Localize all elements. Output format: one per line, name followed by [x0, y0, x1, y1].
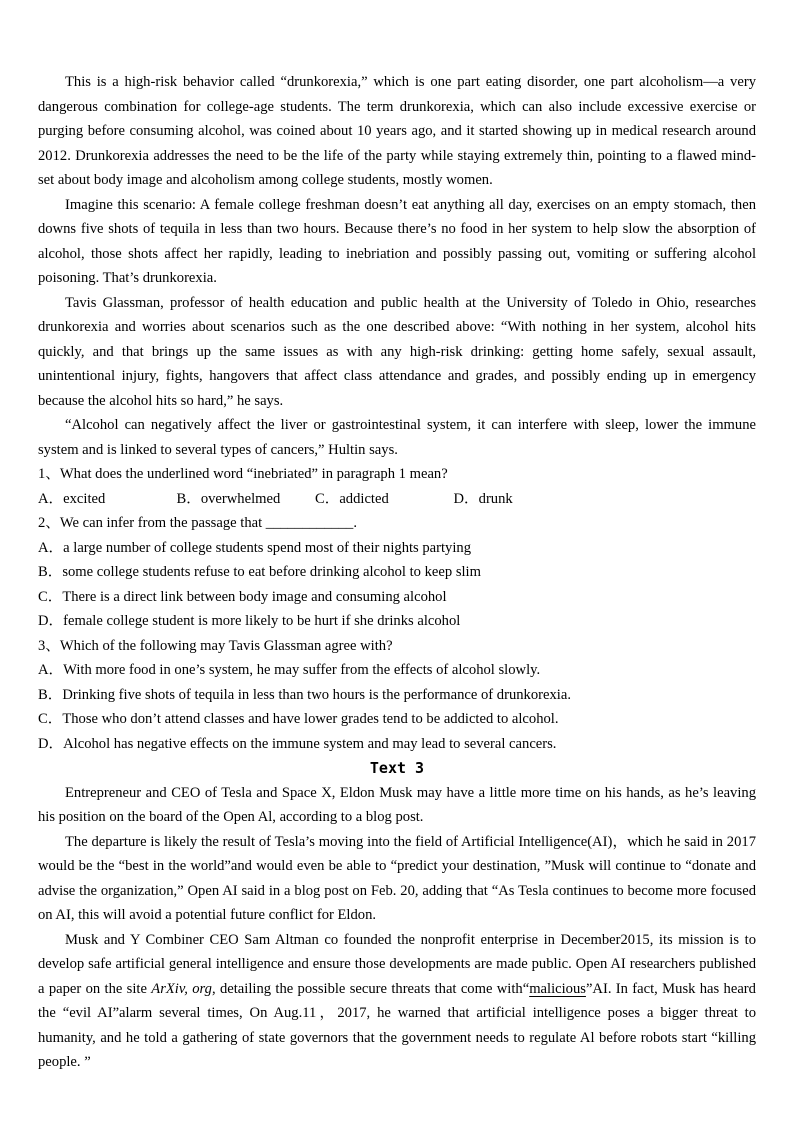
text3-p3-underlined-word: malicious	[529, 980, 586, 997]
text3-paragraph-1: Entrepreneur and CEO of Tesla and Space X, Eldon Musk may have a little more time on his hands, as he’s leaving his position on the board of the Open Al, according to a blog post.	[38, 784, 756, 825]
option-d-label: D．	[38, 735, 64, 752]
question-3-option-c	[38, 707, 756, 732]
passage-paragraph-3: Tavis Glassman, professor of health education and public health at the University of Toledo in Ohio, researches drunkorexia and worries about scenarios such as the one described above: “With nothing in her system, alcohol hits quickly, and that brings up the same issues as with any high-risk drinking: getting home safely, sexual assault, unintentional injury, fights, hangovers that affect class attendance and grades, and possibly ending up in emergency because the alcohol hits so hard,” he says.	[38, 294, 756, 409]
question-3-option-b	[38, 683, 756, 708]
question-2-option-b	[38, 560, 756, 585]
question-1-option-b	[177, 487, 316, 512]
option-b-label: B．	[38, 564, 63, 580]
option-d-label: D．	[453, 490, 479, 507]
text3-paragraph-2: The departure is likely the result of Tesla’s moving into the field of Artificial Intelligence(AI)，which he said in 2017 would be the “best in the world”and would even be able to “predict your destination, ”Musk will continue to “donate and advise the organization,” Open AI said in a blog post on Feb. 20, adding that “As Tesla continues to become more focused on AI, this will avoid a potential future conflict for Eldon.	[38, 833, 756, 923]
option-c-text: addicted	[339, 490, 389, 507]
option-c-label: C．	[315, 490, 340, 507]
question-2-number: 2、	[38, 515, 60, 531]
option-a-label: A．	[38, 662, 64, 678]
question-1-number: 1、	[38, 466, 60, 482]
option-d-text: female college student is more likely to be hurt if she drinks alcohol	[63, 613, 461, 629]
option-d-text: Alcohol has negative effects on the immune system and may lead to several cancers.	[63, 735, 557, 752]
question-1-option-c	[315, 487, 454, 512]
option-b-label: B．	[176, 490, 201, 507]
text3-p3-italic-site-name: ArXiv, org	[151, 980, 212, 997]
question-2-text: We can infer from the passage that ____________.	[59, 515, 358, 531]
question-1-options	[38, 487, 756, 512]
passage-paragraph-2: Imagine this scenario: A female college freshman doesn’t eat anything all day, exercises on an empty stomach, then downs five shots of tequila in less than two hours. Because there’s no food in her system to help slow the absorption of alcohol, those shots affect her rapidly, leading to inebriation and possibly passing out, vomiting or suffering alcohol poisoning. That’s drunkorexia.	[38, 196, 756, 286]
question-3-stem	[38, 634, 756, 659]
question-1-stem	[38, 462, 756, 487]
option-b-text: overwhelmed	[200, 490, 281, 507]
option-d-label: D．	[38, 613, 64, 629]
option-a-label: A．	[38, 490, 64, 507]
question-1-text: What does the underlined word “inebriated” in paragraph 1 mean?	[59, 466, 448, 482]
text3-p3-segment: Musk and Y Combiner CEO Sam Altman co founded the nonprofit enterprise in December2015, its mission is to develop safe artificial general intelligence and ensure those developments are made public. Open AI researchers published a paper on the site	[38, 931, 756, 997]
option-c-text: Those who don’t attend classes and have lower grades tend to be addicted to alcohol.	[62, 711, 559, 727]
option-c-label: C．	[38, 711, 63, 727]
question-3-text: Which of the following may Tavis Glassman agree with?	[59, 637, 393, 654]
question-1-option-a	[38, 487, 177, 512]
passage-paragraph-4: “Alcohol can negatively affect the liver or gastrointestinal system, it can interfere with sleep, lower the immune system and is linked to several types of cancers,” Hultin says.	[38, 417, 756, 458]
text3-section-heading: Text 3	[369, 759, 425, 777]
passage-paragraph-1: This is a high-risk behavior called “drunkorexia,” which is one part eating disorder, one part alcoholism—a very dangerous combination for college-age students. The term drunkorexia, which can also include excessive exercise or purging before consuming alcohol, was coined about 10 years ago, and it started showing up in medical research around 2012. Drunkorexia addresses the need to be the life of the party while staying extremely thin, pointing to a flawed mind-set about body image and alcoholism among college students, mostly women.	[38, 74, 756, 188]
option-b-text: Drinking five shots of tequila in less than two hours is the performance of drunkorexia.	[62, 686, 571, 703]
question-1-option-d	[454, 487, 513, 512]
question-3-option-d	[38, 732, 756, 757]
option-d-text: drunk	[478, 490, 513, 507]
text3-paragraph-3	[38, 928, 756, 1075]
option-a-text: a large number of college students spend most of their nights partying	[63, 539, 472, 556]
option-a-label: A．	[38, 539, 64, 556]
question-3-option-a	[38, 658, 756, 683]
question-2-option-d	[38, 609, 756, 634]
question-3-number: 3、	[38, 637, 60, 654]
option-a-text: With more food in one’s system, he may suffer from the effects of alcohol slowly.	[63, 662, 541, 678]
option-c-label: C．	[38, 588, 63, 605]
option-a-text: excited	[63, 490, 106, 507]
option-b-text: some college students refuse to eat before drinking alcohol to keep slim	[62, 564, 481, 580]
text3-p3-segment: , detailing the possible secure threats that come with“	[211, 980, 530, 997]
question-2-stem	[38, 511, 756, 536]
option-c-text: There is a direct link between body image and consuming alcohol	[62, 588, 447, 605]
question-2-option-c	[38, 585, 756, 610]
text3-p3-segment: ”AI. In fact, Musk has heard the “evil AI”alarm several times, On Aug.11，2017, he warned that artificial intelligence poses a bigger threat to humanity, and he told a gathering of state governors that the government needs to regulate Al before robots start “killing people. ”	[38, 980, 756, 1070]
option-b-label: B．	[38, 686, 63, 703]
question-2-option-a	[38, 536, 756, 561]
